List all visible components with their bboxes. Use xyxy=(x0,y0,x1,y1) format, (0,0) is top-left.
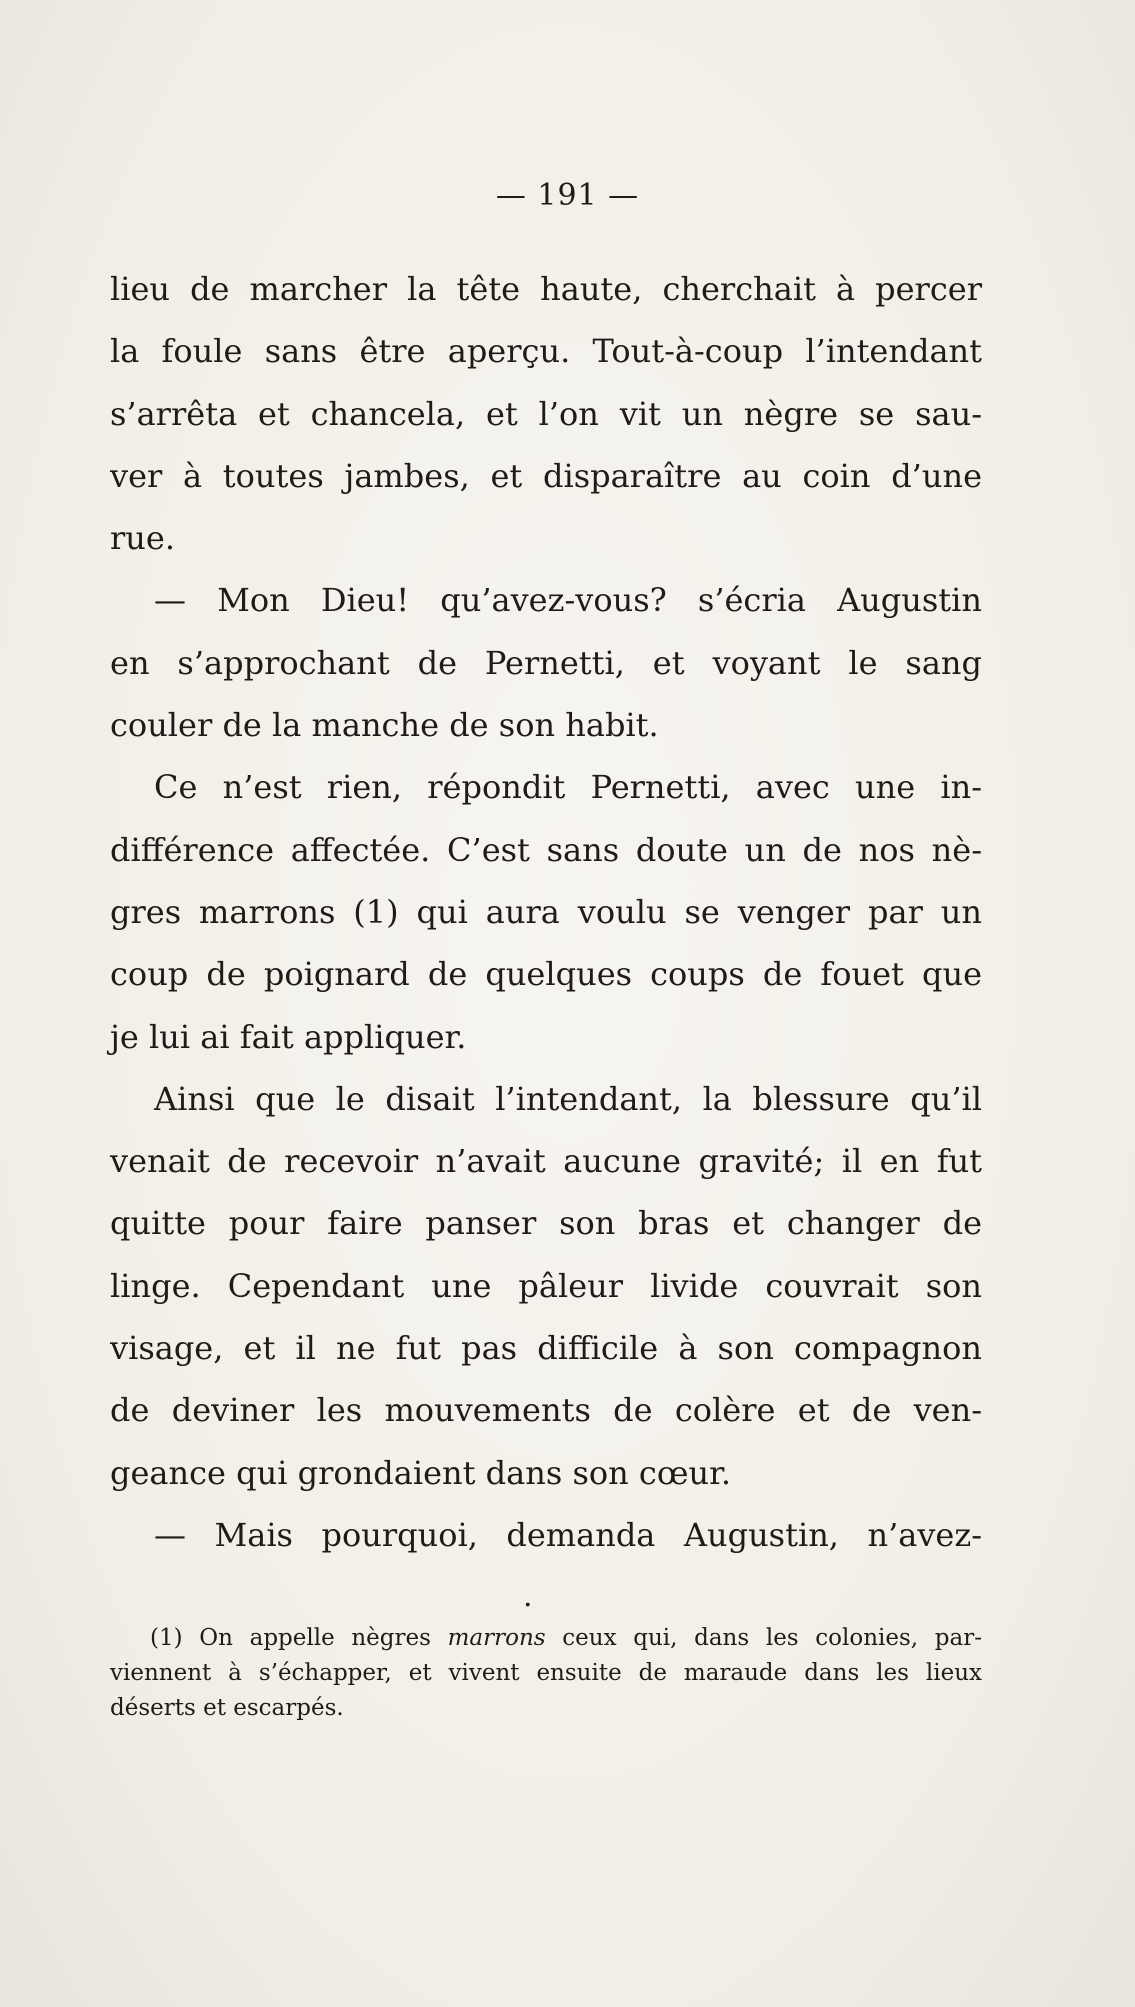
footnote-line xyxy=(110,1621,982,1656)
text-line: je lui ai fait appliquer. xyxy=(110,1017,467,1056)
text-line: rue. xyxy=(110,519,176,558)
text-line: couler de la manche de son habit. xyxy=(110,706,659,745)
text-line: — Mais pourquoi, demanda Augustin, n’avez- xyxy=(154,1515,982,1554)
text-line: coup de poignard de quelques coups de fouet que xyxy=(110,955,982,994)
text-line: linge. Cependant une pâleur livide couvrait son xyxy=(110,1266,982,1305)
text-line: quitte pour faire panser son bras et changer de xyxy=(110,1204,982,1243)
text-line: lieu de marcher la tête haute, cherchait à percer xyxy=(110,270,982,308)
text-line: Ce n’est rien, répondit Pernetti, avec une in- xyxy=(154,768,982,807)
text-line: en s’approchant de Pernetti, et voyant le sang xyxy=(110,643,982,682)
footnote-line: déserts et escarpés. xyxy=(110,1695,344,1721)
text-line: différence affectée. C’est sans doute un de nos nè- xyxy=(110,830,982,869)
page-number: — 191 — xyxy=(495,178,640,213)
footnote-emphasis: marrons xyxy=(447,1625,546,1651)
footnote-text: (1) On appelle nègres xyxy=(150,1625,448,1651)
text-line: ver à toutes jambes, et disparaître au coin d’une xyxy=(110,456,982,495)
footnote-line: viennent à s’échapper, et vivent ensuite de maraude dans les lieux xyxy=(110,1660,982,1686)
text-line: — Mon Dieu! qu’avez-vous? s’écria Augustin xyxy=(154,581,982,620)
text-line: visage, et il ne fut pas difficile à son compagnon xyxy=(110,1329,982,1368)
text-line: s’arrêta et chancela, et l’on vit un nègre se sau- xyxy=(110,394,982,433)
text-line: de deviner les mouvements de colère et de ven- xyxy=(110,1391,982,1430)
stray-mark: . xyxy=(523,1579,533,1614)
footnote xyxy=(110,1621,982,1726)
text-line: geance qui grondaient dans son cœur. xyxy=(110,1453,732,1492)
body-text xyxy=(110,258,982,1566)
text-line: Ainsi que le disait l’intendant, la blessure qu’il xyxy=(154,1079,982,1118)
text-line: gres marrons (1) qui aura voulu se venger par un xyxy=(110,892,982,931)
text-line: la foule sans être aperçu. Tout-à-coup l’intendant xyxy=(110,332,982,371)
text-line: venait de recevoir n’avait aucune gravité; il en fut xyxy=(110,1142,982,1181)
footnote-text: ceux qui, dans les colonies, par- xyxy=(545,1625,982,1651)
